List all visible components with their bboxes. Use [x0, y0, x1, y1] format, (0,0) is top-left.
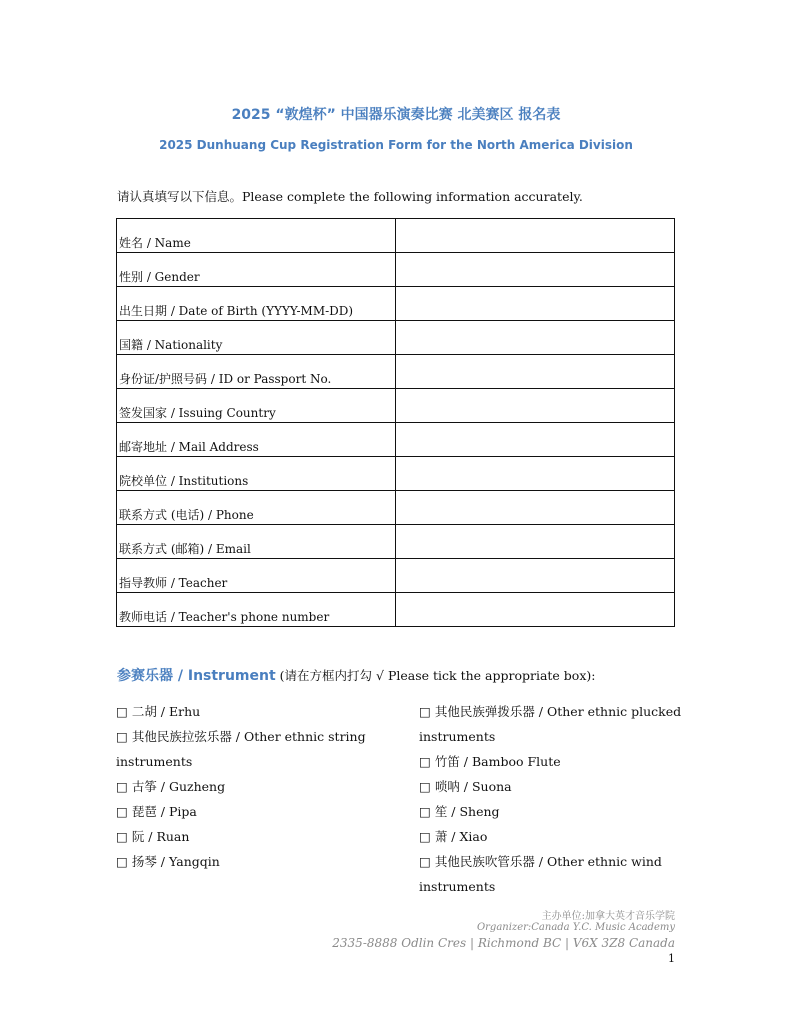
- checkbox-icon[interactable]: □: [419, 704, 431, 719]
- form-field-input[interactable]: [395, 355, 674, 389]
- instrument-option[interactable]: [419, 749, 684, 774]
- registration-table: [116, 218, 675, 627]
- instrument-option-label: 其他民族拉弦乐器 / Other ethnic string instruments: [116, 729, 366, 769]
- form-field-label: 邮寄地址 / Mail Address: [117, 423, 396, 457]
- form-field-input[interactable]: [395, 593, 674, 627]
- instrument-option-label: 笙 / Sheng: [434, 804, 500, 819]
- page-number: 1: [668, 952, 675, 965]
- form-field-input[interactable]: [395, 253, 674, 287]
- form-row: [117, 559, 675, 593]
- page-title-en: 2025 Dunhuang Cup Registration Form for the North America Division: [159, 138, 633, 152]
- form-field-label: 姓名 / Name: [117, 219, 396, 253]
- instrument-option-label: 阮 / Ruan: [131, 829, 190, 844]
- checkbox-icon[interactable]: □: [116, 779, 128, 794]
- instrument-list-left: [116, 699, 396, 874]
- form-row: [117, 525, 675, 559]
- instrument-option[interactable]: [116, 849, 396, 874]
- instrument-heading-label: 参赛乐器 / Instrument: [117, 668, 276, 684]
- form-row: [117, 423, 675, 457]
- form-row: [117, 321, 675, 355]
- form-row: [117, 287, 675, 321]
- instrument-instruction: (请在方框内打勾 √ Please tick the appropriate box):: [279, 668, 596, 683]
- form-row: [117, 491, 675, 525]
- instrument-option-label: 萧 / Xiao: [434, 829, 488, 844]
- instrument-option[interactable]: [116, 724, 396, 774]
- instrument-option[interactable]: [419, 699, 684, 749]
- instrument-option[interactable]: [419, 849, 684, 899]
- instrument-option[interactable]: [116, 699, 396, 724]
- form-field-label: 教师电话 / Teacher's phone number: [117, 593, 396, 627]
- form-field-input[interactable]: [395, 491, 674, 525]
- form-row: [117, 593, 675, 627]
- form-row: [117, 457, 675, 491]
- form-field-label: 出生日期 / Date of Birth (YYYY-MM-DD): [117, 287, 396, 321]
- checkbox-icon[interactable]: □: [116, 704, 128, 719]
- form-field-input[interactable]: [395, 525, 674, 559]
- form-row: [117, 389, 675, 423]
- organizer-en: Organizer:Canada Y.C. Music Academy: [476, 922, 675, 933]
- instrument-option-label: 二胡 / Erhu: [131, 704, 201, 719]
- checkbox-icon[interactable]: □: [419, 779, 431, 794]
- form-field-input[interactable]: [395, 389, 674, 423]
- form-row: [117, 219, 675, 253]
- instrument-option[interactable]: [419, 799, 684, 824]
- checkbox-icon[interactable]: □: [116, 854, 128, 869]
- form-field-label: 联系方式 (邮箱) / Email: [117, 525, 396, 559]
- instrument-option[interactable]: [116, 774, 396, 799]
- form-field-label: 国籍 / Nationality: [117, 321, 396, 355]
- checkbox-icon[interactable]: □: [419, 829, 431, 844]
- form-field-input[interactable]: [395, 287, 674, 321]
- instrument-option-label: 其他民族弹拨乐器 / Other ethnic plucked instruments: [419, 704, 682, 744]
- instrument-heading: [117, 665, 595, 685]
- form-field-input[interactable]: [395, 457, 674, 491]
- checkbox-icon[interactable]: □: [116, 729, 128, 744]
- form-field-label: 身份证/护照号码 / ID or Passport No.: [117, 355, 396, 389]
- organizer-address: 2335-8888 Odlin Cres | Richmond BC | V6X 3Z8 Canada: [332, 936, 675, 950]
- checkbox-icon[interactable]: □: [116, 804, 128, 819]
- instrument-option-label: 扬琴 / Yangqin: [131, 854, 220, 869]
- intro-text: 请认真填写以下信息。Please complete the following information accurately.: [117, 189, 583, 204]
- instrument-option-label: 其他民族吹管乐器 / Other ethnic wind instruments: [419, 854, 662, 894]
- form-field-label: 院校单位 / Institutions: [117, 457, 396, 491]
- instrument-option-label: 竹笛 / Bamboo Flute: [434, 754, 561, 769]
- checkbox-icon[interactable]: □: [419, 754, 431, 769]
- checkbox-icon[interactable]: □: [116, 829, 128, 844]
- form-field-input[interactable]: [395, 423, 674, 457]
- instrument-option[interactable]: [116, 799, 396, 824]
- instrument-option[interactable]: [419, 774, 684, 799]
- checkbox-icon[interactable]: □: [419, 854, 431, 869]
- instrument-option-label: 唢呐 / Suona: [434, 779, 512, 794]
- form-field-input[interactable]: [395, 321, 674, 355]
- page-title-cn: 2025 “敦煌杯” 中国器乐演奏比赛 北美赛区 报名表: [231, 107, 561, 123]
- form-field-label: 性别 / Gender: [117, 253, 396, 287]
- form-row: [117, 355, 675, 389]
- instrument-option[interactable]: [116, 824, 396, 849]
- form-field-label: 签发国家 / Issuing Country: [117, 389, 396, 423]
- organizer-cn: 主办单位:加拿大英才音乐学院: [541, 911, 675, 922]
- form-row: [117, 253, 675, 287]
- checkbox-icon[interactable]: □: [419, 804, 431, 819]
- instrument-option[interactable]: [419, 824, 684, 849]
- form-field-input[interactable]: [395, 559, 674, 593]
- form-field-label: 指导教师 / Teacher: [117, 559, 396, 593]
- instrument-option-label: 琵琶 / Pipa: [131, 804, 197, 819]
- form-field-input[interactable]: [395, 219, 674, 253]
- instrument-option-label: 古筝 / Guzheng: [131, 779, 226, 794]
- instrument-list-right: [419, 699, 684, 899]
- form-field-label: 联系方式 (电话) / Phone: [117, 491, 396, 525]
